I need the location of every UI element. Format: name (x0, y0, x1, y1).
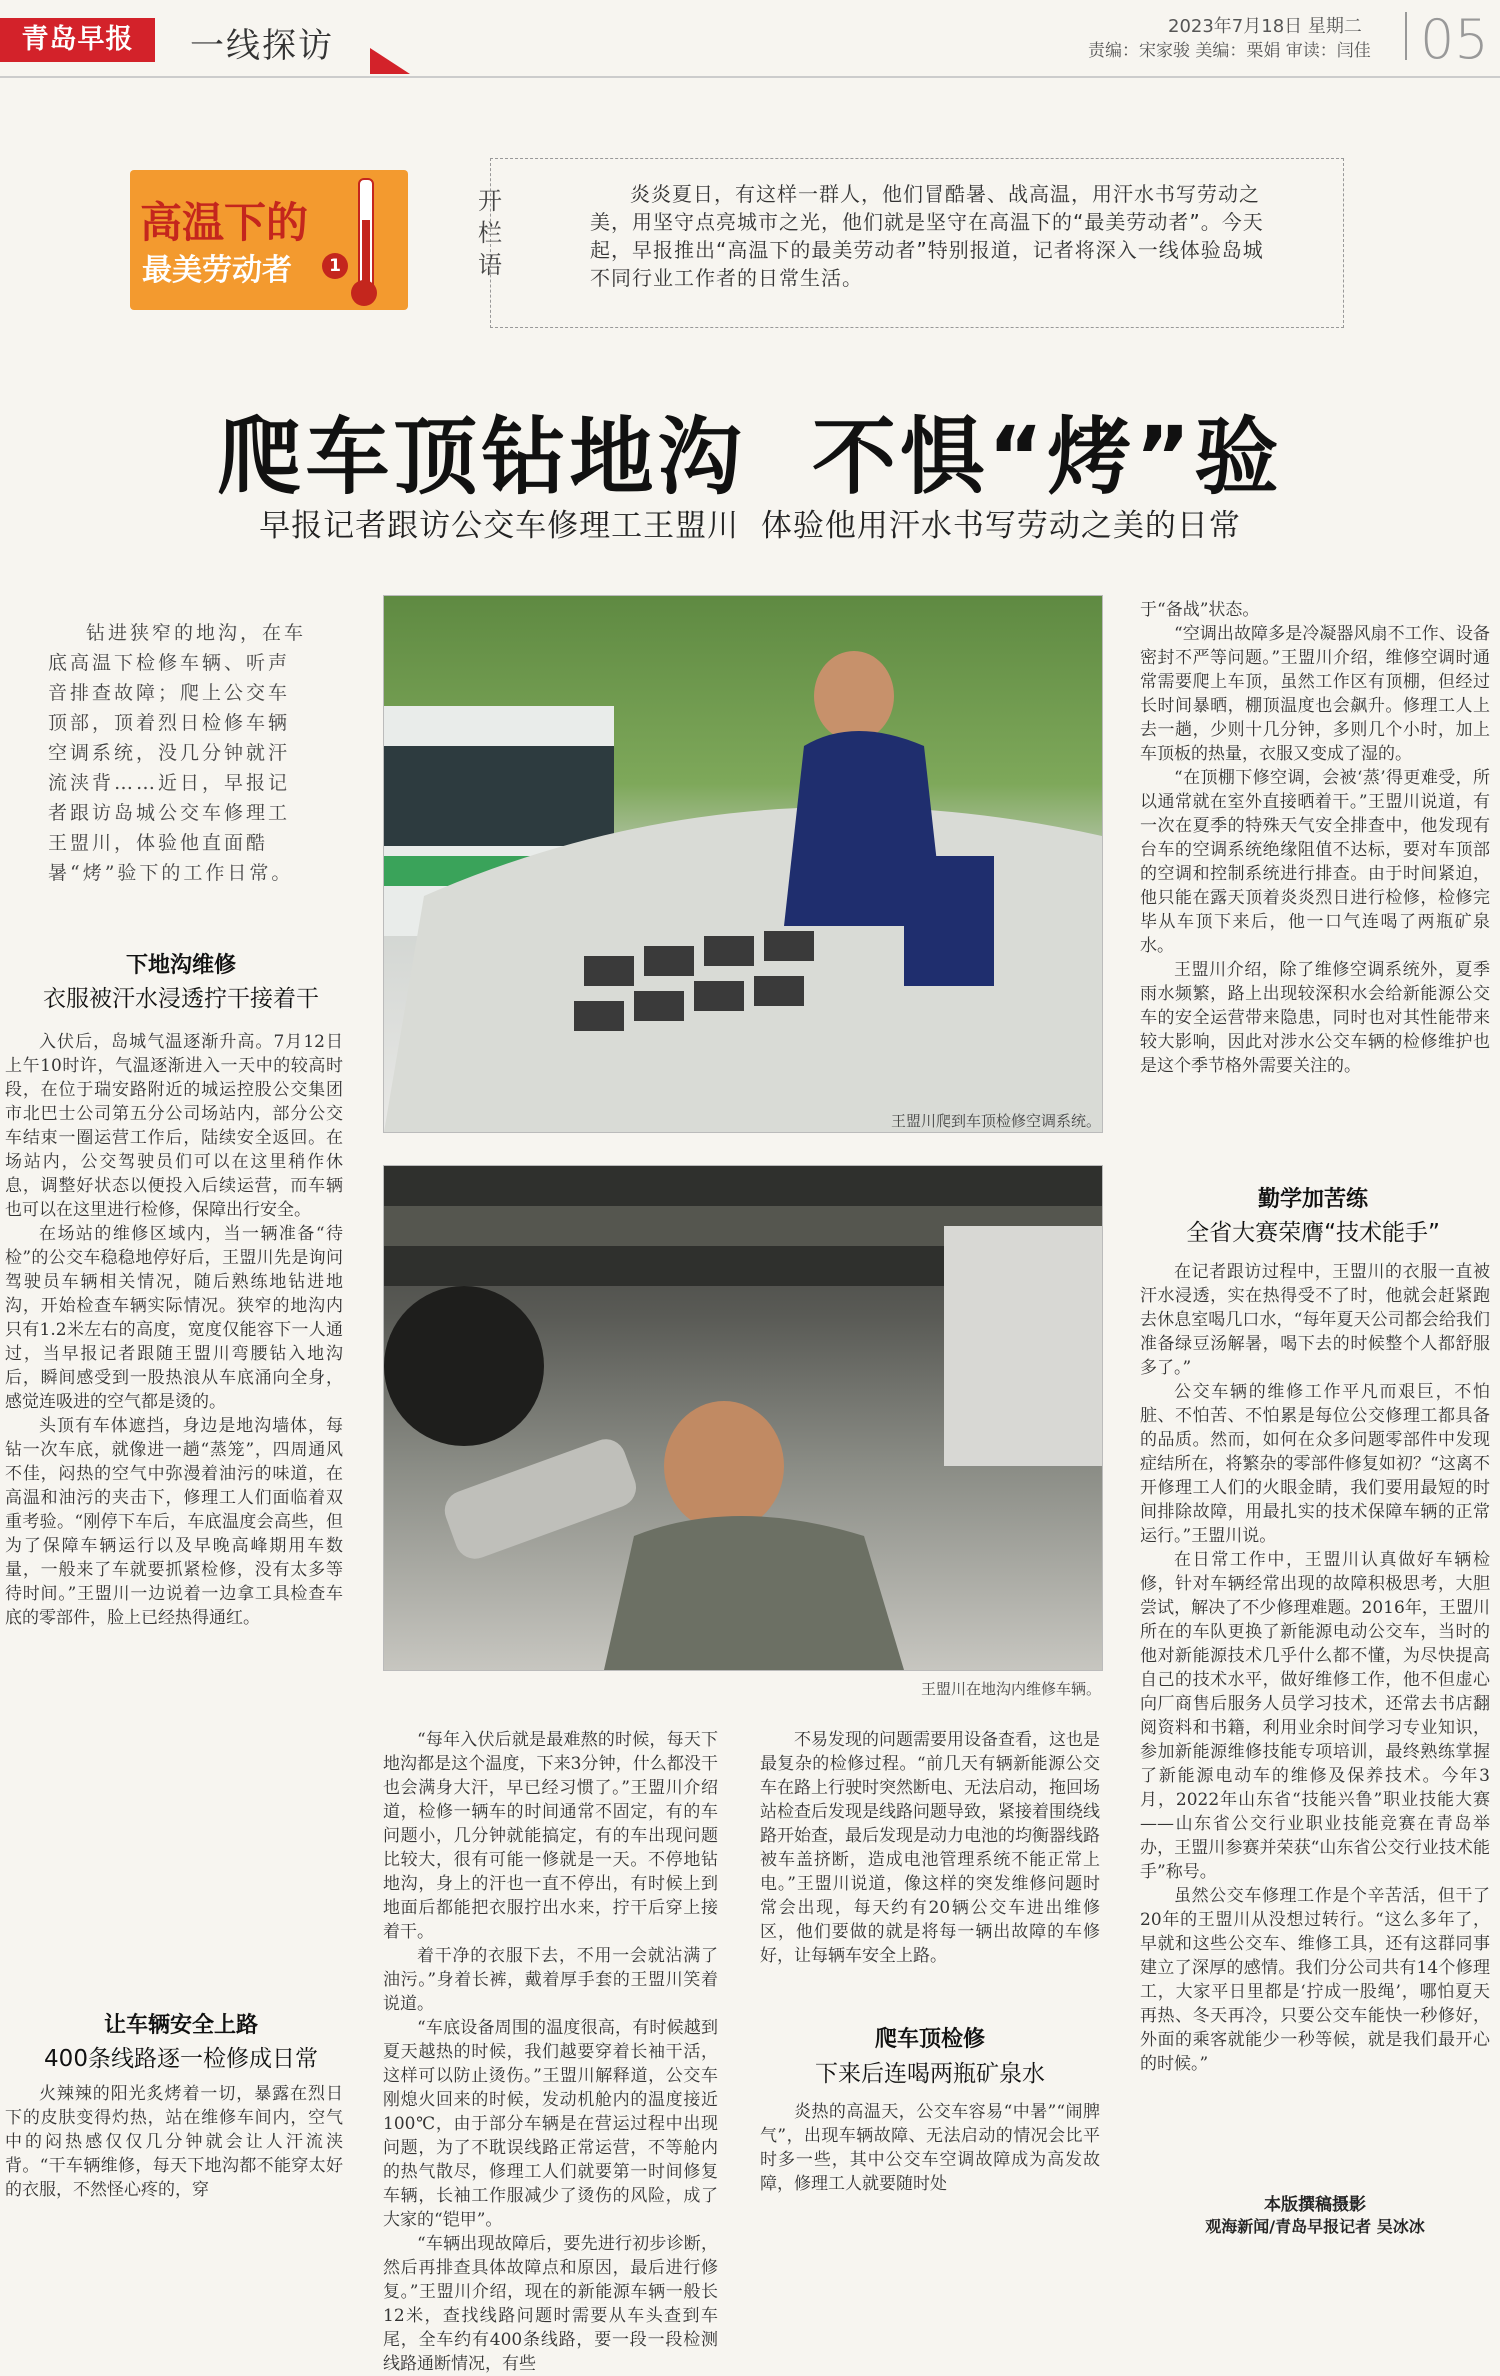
paragraph: “车辆出现故障后，要先进行初步诊断，然后再排查具体故障点和原因，最后进行修复。”王盟川介绍，现在的新能源车辆一般长12米，查找线路问题时需要从车头查到车尾，全车约有400条线路，要一段一段检测线路通断情况，有些 (383, 2234, 718, 2374)
paragraph: 虽然公交车修理工作是个辛苦活，但干了20年的王盟川从没想过转行。“这么多年了，早就和这些公交车、维修工具，还有这群同事建立了深厚的感情。我们分公司共有14个修理工，大家平日里都是‘拧成一股绳’，哪怕夏天再热、冬天再冷，只要公交车能快一秒修好，外面的乘客就能少一秒等候，就是我们最开心的时候。” (1140, 1886, 1490, 2074)
thermometer-bulb (351, 280, 377, 306)
worker-arm (439, 1434, 641, 1565)
byline-label: 本版撰稿摄影 (1264, 2195, 1366, 2215)
article-subheadline: 早报记者跟访公交车修理工王盟川 体验他用汗水书写劳动之美的日常 (259, 508, 1241, 544)
paragraph: 在场站的维修区域内，当一辆准备“待检”的公交车稳稳地停好后，王盟川先是询问驾驶员车辆相关情况，随后熟练地钻进地沟，开始检查车辆实际情况。狭窄的地沟内只有1.2米左右的高度，宽度仅能容下一人通过，当早报记者跟随王盟川弯腰钻入地沟后，瞬间感受到一股热浪从车底涌向全身，感觉连吸进的空气都是烫的。 (5, 1224, 343, 1412)
column-opening-text: 炎炎夏日，有这样一群人，他们冒酷暑、战高温，用汗水书写劳动之美，用坚守点亮城市之光，他们就是坚守在高温下的“最美劳动者”。今天起，早报推出“高温下的最美劳动者”特别报道，记者将深入一线体验岛城不同行业工作者的日常生活。 (590, 182, 1264, 290)
article-headline: 爬车顶钻地沟 不惧“烤”验 (217, 408, 1283, 506)
paragraph: 于“备战”状态。 (1140, 600, 1260, 620)
series-number-badge: 1 (322, 253, 348, 279)
section-kicker: 爬车顶检修 (874, 2027, 985, 2052)
paragraph: “空调出故障多是冷凝器风扇不工作、设备密封不严等问题。”王盟川介绍，维修空调时通常需要爬上车顶，虽然工作区有顶棚，但经过长时间暴晒，棚顶温度也会飙升。修理工人上去一趟，少则十几分钟，多则几个小时，加上车顶板的热量，衣服又变成了湿的。 (1140, 624, 1490, 764)
body-column-3b (760, 2100, 1100, 2234)
paragraph: “每年入伏后就是最难熬的时候，每天下地沟都是这个温度，下来3分钟，什么都没干也会满身大汗，早已经习惯了。”王盟川介绍道，检修一辆车的时间通常不固定，有的车问题小，几分钟就能搞定，有的车出现问题比较大，很有可能一修就是一天。不停地钻地沟，身上的汗也一直不停出，有时候上到地面后都能把衣服拧出水来，拧干后穿上接着干。 (383, 1730, 718, 1942)
body-column-4a (1140, 598, 1490, 1170)
article-lead: 钻进狭窄的地沟，在车底高温下检修车辆、听声音排查故障；爬上公交车顶部，顶着烈日检修车辆空调系统，没几分钟就汗流浃背……近日，早报记者跟访岛城公交车修理工王盟川，体验他直面酷暑“烤”验下的工作日常。 (48, 622, 307, 884)
photo-pit-repair (383, 1165, 1103, 1671)
paragraph: “车底设备周围的温度很高，有时候越到夏天越热的时候，我们越要穿着长袖干活，这样可以防止烫伤。”王盟川解释道，公交车刚熄火回来的时候，发动机舱内的温度接近100℃，由于部分车辆是在营运过程中出现问题，为了不耽误线路正常运营，不等舱内的热气散尽，修理工人们就要第一时间修复车辆，长袖工作服减少了烫伤的风险，成了大家的“铠甲”。 (383, 2018, 718, 2230)
photo-caption: 王盟川爬到车顶检修空调系统。 (890, 1112, 1101, 1130)
worker-head (814, 651, 894, 741)
paragraph: 在记者跟访过程中，王盟川的衣服一直被汗水浸透，实在热得受不了时，他就会赶紧跑去休息室喝几口水，“每年夏天公司都会给我们准备绿豆汤解暑，喝下去的时候整个人都舒服多了。” (1140, 1262, 1490, 1378)
section-kicker: 勤学加苦练 (1257, 1187, 1368, 1212)
worker-head (664, 1401, 784, 1531)
photo-caption: 王盟川在地沟内维修车辆。 (920, 1680, 1101, 1698)
byline-names: 观海新闻/青岛早报记者 吴冰冰 (1205, 2217, 1425, 2236)
section-heading: 衣服被汗水浸透拧干接着干 (43, 986, 319, 1012)
body-column-3a (760, 1728, 1100, 1996)
body-column-1a (5, 1030, 343, 1770)
worker-shirt (604, 1516, 904, 1670)
paragraph: 炎热的高温天，公交车容易“中暑”“闹脾气”，出现车辆故障、无法启动的情况会比平时多一些，其中公交车空调故障成为高发故障，修理工人就要随时处 (760, 2102, 1100, 2194)
garage-wall (944, 1226, 1102, 1466)
paragraph: 入伏后，岛城气温逐渐升高。7月12日上午10时许，气温逐渐进入一天中的较高时段，在位于瑞安路附近的城运控股公交集团市北巴士公司第五分公司场站内，部分公交车结束一圈运营工作后，陆续安全返回。在场站内，公交驾驶员们可以在这里稍作休息，调整好状态以便投入后续运营，而车辆也可以在这里进行检修，保障出行安全。 (5, 1032, 343, 1220)
section-kicker: 让车辆安全上路 (103, 2013, 258, 2038)
photo-pit-illustration (384, 1166, 1102, 1670)
editor-credits: 责编：宋家骏 美编：栗娟 审读：闫佳 (1088, 41, 1371, 61)
body-column-4b (1140, 1260, 1490, 2180)
masthead-rule (0, 76, 1500, 78)
paragraph: 火辣辣的阳光炙烤着一切，暴露在烈日下的皮肤变得灼热，站在维修车间内，空气中的闷热感仅仅几分钟就会让人汗流浃背。“干车辆维修，每天下地沟都不能穿太好的衣服，不然怪心疼的，穿 (5, 2084, 343, 2200)
column-opening-label: 开栏语 (478, 187, 502, 279)
paragraph: 在日常工作中，王盟川认真做好车辆检修，针对车辆经常出现的故障积极思考，大胆尝试，解决了不少修理难题。2016年，王盟川所在的车队更换了新能源电动公交车，当时的他对新能源技术几乎什么都不懂，为尽快提高自己的技术水平，做好维修工作，他不但虚心向厂商售后服务人员学习技术，还常去书店翻阅资料和书籍，利用业余时间学习专业知识，参加新能源维修技能专项培训，最终熟练掌握了新能源电动车的维修及保养技术。今年3月，2022年山东省“技能兴鲁”职业技能大赛——山东省公交行业职业技能竞赛在青岛举办，王盟川参赛并荣获“山东省公交行业技术能手”称号。 (1140, 1550, 1490, 1882)
section-heading: 全省大赛荣膺“技术能手” (1186, 1220, 1440, 1246)
issue-date: 2023年7月18日 星期二 (1168, 16, 1362, 37)
photo-roof-repair (383, 595, 1103, 1133)
series-subtitle: 最美劳动者 (142, 253, 292, 288)
series-title: 高温下的 (140, 198, 309, 247)
paragraph: 不易发现的问题需要用设备查看，这也是最复杂的检修过程。“前几天有辆新能源公交车在路上行驶时突然断电、无法启动，拖回场站检查后发现是线路问题导致，紧接着围绕线路开始查，最后发现是动力电池的均衡器线路被车盖挤断，造成电池管理系统不能正常上电。”王盟川说道，像这样的突发维修问题时常会出现，每天约有20辆公交车进出维修区，他们要做的就是将每一辆出故障的车修好，让每辆车安全上路。 (760, 1730, 1100, 1966)
thermometer-fill (362, 220, 370, 286)
paragraph: 公交车辆的维修工作平凡而艰巨，不怕脏、不怕苦、不怕累是每位公交修理工都具备的品质。然而，如何在众多问题零部件中发现症结所在，将繁杂的零部件修复如初？“这离不开修理工人们的火眼金睛，我们要用最短的时间排除故障，用最扎实的技术保障车辆的正常运行。”王盟川说。 (1140, 1382, 1490, 1546)
paragraph: 头顶有车体遮挡，身边是地沟墙体，每钻一次车底，就像进一趟“蒸笼”，四周通风不佳，闷热的空气中弥漫着油污的味道，在高温和油污的夹击下，修理工人们面临着双重考验。“刚停下车后，车底温度会高些，但为了保障车辆运行以及早晚高峰期用车数量，一般来了车就要抓紧检修，没有太多等待时间。”王盟川一边说着一边拿工具检查车底的零部件，脸上已经热得通红。 (5, 1416, 343, 1628)
section-heading: 下来后连喝两瓶矿泉水 (815, 2061, 1045, 2087)
paragraph: “在顶棚下修空调，会被‘蒸’得更难受，所以通常就在室外直接晒着干。”王盟川说道，有一次在夏季的特殊天气安全排查中，他发现有台车的空调系统绝缘阻值不达标，要对车顶部的空调和控制系统进行排查。由于时间紧迫，他只能在露天顶着炎炎烈日进行检修，检修完毕从车顶下来后，他一口气连喝了两瓶矿泉水。 (1140, 768, 1490, 956)
body-column-1b (5, 2082, 343, 2234)
body-column-2 (383, 1728, 718, 2374)
photo-roof-illustration (384, 596, 1102, 1132)
tire (384, 1286, 544, 1446)
paragraph: 王盟川介绍，除了维修空调系统外，夏季雨水频繁，路上出现较深积水会给新能源公交车的安全运营带来隐患，同时也对其性能带来较大影响，因此对涉水公交车辆的检修维护也是这个季节格外需要关注的。 (1140, 960, 1490, 1076)
paragraph: 着干净的衣服下去，不用一会就沾满了油污。”身着长裤，戴着厚手套的王盟川笑着说道。 (383, 1946, 718, 2014)
page-number: 05 (1420, 8, 1489, 71)
section-heading: 400条线路逐一检修成日常 (44, 2046, 318, 2072)
bus-windows (384, 746, 614, 846)
page-number-divider (1405, 12, 1407, 60)
newspaper-logo: 青岛早报 (0, 18, 155, 62)
section-kicker: 下地沟维修 (125, 953, 236, 978)
section-title: 一线探访 (190, 26, 334, 66)
worker-legs (904, 856, 994, 986)
